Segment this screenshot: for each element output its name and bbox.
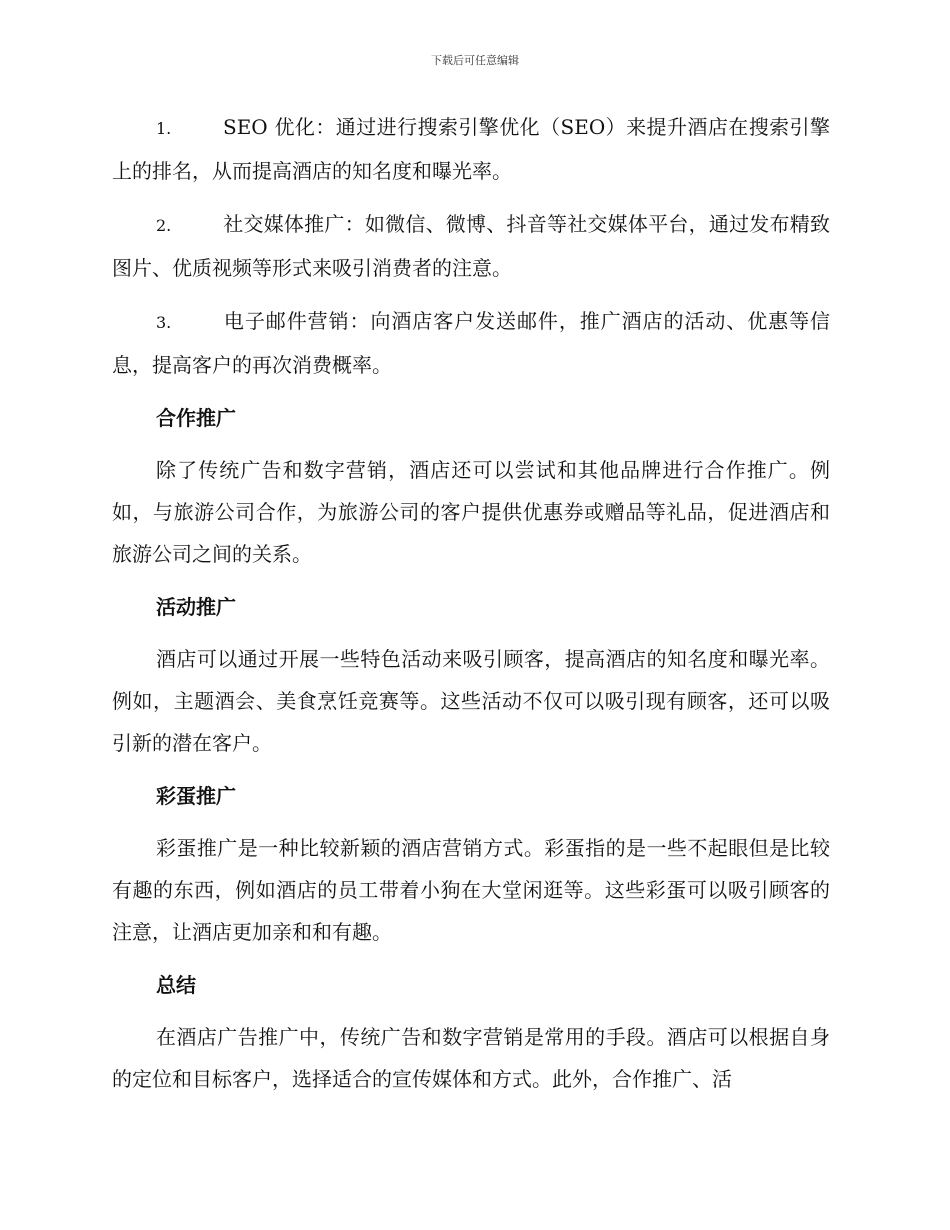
list-number: 3. xyxy=(156,313,172,332)
list-number: 1. xyxy=(156,119,172,138)
document-body xyxy=(112,106,830,1111)
list-item-text: 社交媒体推广：如微信、微博、抖音等社交媒体平台，通过发布精致图片、优质视频等形式来吸引消费者的注意。 xyxy=(112,212,830,280)
section-heading-cooperation: 合作推广 xyxy=(156,406,236,430)
list-item-3 xyxy=(112,300,830,386)
section-heading-summary: 总结 xyxy=(156,973,196,997)
list-item-text: 电子邮件营销：向酒店客户发送邮件，推广酒店的活动、优惠等信息，提高客户的再次消费概率。 xyxy=(112,309,830,377)
page-header: 下载后可任意编辑 xyxy=(431,54,519,67)
section-heading-events: 活动推广 xyxy=(156,595,236,619)
section-paragraph-easter-egg: 彩蛋推广是一种比较新颖的酒店营销方式。彩蛋指的是一些不起眼但是比较有趣的东西，例如酒店的员工带着小狗在大堂闲逛等。这些彩蛋可以吸引顾客的注意，让酒店更加亲和和有趣。 xyxy=(112,836,830,944)
section-paragraph-summary: 在酒店广告推广中，传统广告和数字营销是常用的手段。酒店可以根据自身的定位和目标客户，选择适合的宣传媒体和方式。此外，合作推广、活 xyxy=(112,1025,830,1091)
section-heading-easter-egg: 彩蛋推广 xyxy=(156,784,236,808)
section-paragraph-events: 酒店可以通过开展一些特色活动来吸引顾客，提高酒店的知名度和曝光率。例如，主题酒会、美食烹饪竞赛等。这些活动不仅可以吸引现有顾客，还可以吸引新的潜在客户。 xyxy=(112,647,830,755)
list-item-2 xyxy=(112,203,830,289)
list-number: 2. xyxy=(156,216,172,235)
list-item-text: SEO 优化：通过进行搜索引擎优化（SEO）来提升酒店在搜索引擎上的排名，从而提高酒店的知名度和曝光率。 xyxy=(112,115,830,183)
section-paragraph-cooperation: 除了传统广告和数字营销，酒店还可以尝试和其他品牌进行合作推广。例如，与旅游公司合作，为旅游公司的客户提供优惠券或赠品等礼品，促进酒店和旅游公司之间的关系。 xyxy=(112,458,830,566)
list-item-1 xyxy=(112,106,830,192)
